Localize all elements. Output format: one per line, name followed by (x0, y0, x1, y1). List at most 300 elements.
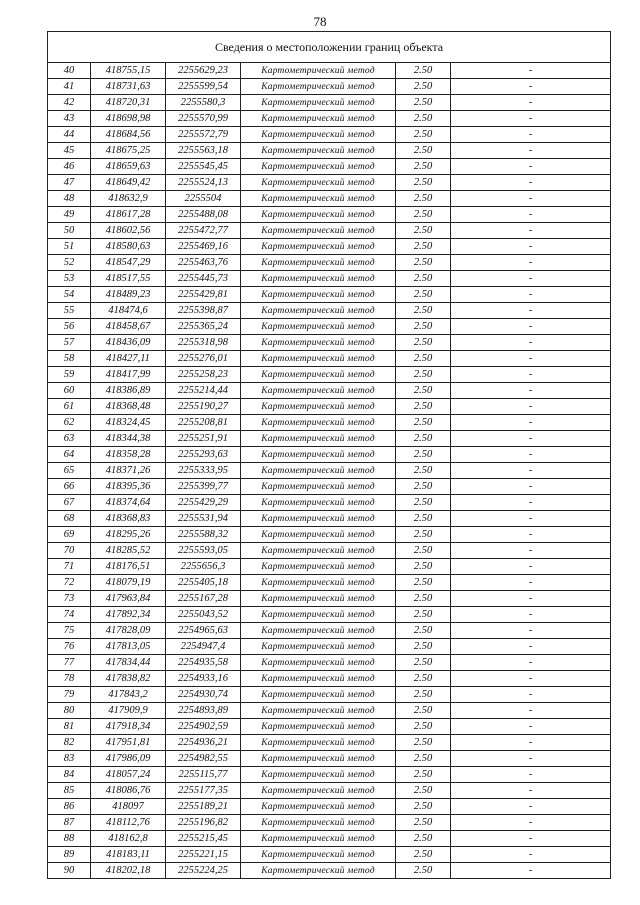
cell-coord-y: 2254935,58 (166, 655, 241, 671)
cell-coord-y: 2254902,59 (166, 719, 241, 735)
cell-coord-x: 418720,31 (91, 95, 166, 111)
cell-accuracy: 2.50 (396, 463, 451, 479)
cell-method: Картометрический метод (241, 175, 396, 191)
cell-coord-x: 418698,98 (91, 111, 166, 127)
table-row (48, 335, 611, 351)
cell-coord-y: 2255580,3 (166, 95, 241, 111)
cell-point-number: 84 (48, 767, 91, 783)
cell-coord-x: 418112,76 (91, 815, 166, 831)
cell-method: Картометрический метод (241, 831, 396, 847)
cell-description: - (451, 255, 611, 271)
cell-point-number: 47 (48, 175, 91, 191)
cell-coord-x: 418395,36 (91, 479, 166, 495)
cell-coord-x: 418386,89 (91, 383, 166, 399)
cell-method: Картометрический метод (241, 719, 396, 735)
cell-method: Картометрический метод (241, 671, 396, 687)
table-row (48, 559, 611, 575)
cell-point-number: 72 (48, 575, 91, 591)
cell-coord-x: 418368,48 (91, 399, 166, 415)
cell-method: Картометрический метод (241, 431, 396, 447)
cell-coord-y: 2255365,24 (166, 319, 241, 335)
cell-accuracy: 2.50 (396, 591, 451, 607)
cell-coord-y: 2255524,13 (166, 175, 241, 191)
table-row (48, 175, 611, 191)
table-row (48, 479, 611, 495)
cell-method: Картометрический метод (241, 463, 396, 479)
table-row (48, 687, 611, 703)
table-row (48, 127, 611, 143)
cell-accuracy: 2.50 (396, 671, 451, 687)
cell-coord-x: 417909,9 (91, 703, 166, 719)
cell-method: Картометрический метод (241, 367, 396, 383)
cell-description: - (451, 335, 611, 351)
cell-accuracy: 2.50 (396, 703, 451, 719)
cell-method: Картометрический метод (241, 847, 396, 863)
cell-coord-x: 417892,34 (91, 607, 166, 623)
cell-coord-y: 2255214,44 (166, 383, 241, 399)
cell-accuracy: 2.50 (396, 511, 451, 527)
cell-coord-y: 2255445,73 (166, 271, 241, 287)
cell-point-number: 75 (48, 623, 91, 639)
cell-point-number: 40 (48, 63, 91, 79)
table-row (48, 767, 611, 783)
cell-point-number: 48 (48, 191, 91, 207)
cell-description: - (451, 191, 611, 207)
cell-coord-y: 2254965,63 (166, 623, 241, 639)
cell-accuracy: 2.50 (396, 223, 451, 239)
cell-method: Картометрический метод (241, 159, 396, 175)
table-row (48, 623, 611, 639)
table-row (48, 495, 611, 511)
cell-accuracy: 2.50 (396, 735, 451, 751)
cell-coord-y: 2255599,54 (166, 79, 241, 95)
cell-accuracy: 2.50 (396, 351, 451, 367)
table-row (48, 351, 611, 367)
cell-point-number: 80 (48, 703, 91, 719)
cell-coord-x: 418649,42 (91, 175, 166, 191)
cell-method: Картометрический метод (241, 255, 396, 271)
cell-coord-y: 2255588,32 (166, 527, 241, 543)
cell-method: Картометрический метод (241, 655, 396, 671)
cell-coord-y: 2255167,28 (166, 591, 241, 607)
cell-description: - (451, 623, 611, 639)
cell-accuracy: 2.50 (396, 559, 451, 575)
cell-coord-y: 2255177,35 (166, 783, 241, 799)
cell-method: Картометрический метод (241, 511, 396, 527)
table-row (48, 415, 611, 431)
cell-coord-y: 2255463,76 (166, 255, 241, 271)
cell-point-number: 63 (48, 431, 91, 447)
cell-method: Картометрический метод (241, 111, 396, 127)
cell-point-number: 86 (48, 799, 91, 815)
cell-method: Картометрический метод (241, 223, 396, 239)
cell-accuracy: 2.50 (396, 639, 451, 655)
cell-coord-y: 2255629,23 (166, 63, 241, 79)
table-row (48, 639, 611, 655)
table-row (48, 191, 611, 207)
cell-coord-x: 418097 (91, 799, 166, 815)
cell-coord-y: 2255251,91 (166, 431, 241, 447)
cell-description: - (451, 607, 611, 623)
cell-description: - (451, 703, 611, 719)
cell-coord-y: 2255593,05 (166, 543, 241, 559)
cell-description: - (451, 287, 611, 303)
cell-accuracy: 2.50 (396, 95, 451, 111)
table-row (48, 591, 611, 607)
cell-coord-x: 418602,56 (91, 223, 166, 239)
cell-method: Картометрический метод (241, 303, 396, 319)
cell-coord-y: 2255215,45 (166, 831, 241, 847)
cell-coord-x: 418675,25 (91, 143, 166, 159)
cell-description: - (451, 767, 611, 783)
cell-accuracy: 2.50 (396, 191, 451, 207)
cell-method: Картометрический метод (241, 495, 396, 511)
cell-accuracy: 2.50 (396, 767, 451, 783)
table-row (48, 671, 611, 687)
cell-point-number: 67 (48, 495, 91, 511)
cell-point-number: 58 (48, 351, 91, 367)
cell-accuracy: 2.50 (396, 367, 451, 383)
cell-description: - (451, 831, 611, 847)
cell-accuracy: 2.50 (396, 575, 451, 591)
table-row (48, 511, 611, 527)
cell-coord-y: 2254982,55 (166, 751, 241, 767)
cell-coord-y: 2255570,99 (166, 111, 241, 127)
table-row (48, 319, 611, 335)
cell-point-number: 65 (48, 463, 91, 479)
cell-method: Картометрический метод (241, 543, 396, 559)
table-row (48, 463, 611, 479)
cell-coord-y: 2255531,94 (166, 511, 241, 527)
cell-point-number: 60 (48, 383, 91, 399)
cell-point-number: 71 (48, 559, 91, 575)
cell-description: - (451, 815, 611, 831)
cell-coord-x: 418344,38 (91, 431, 166, 447)
table-row (48, 447, 611, 463)
table-row (48, 735, 611, 751)
cell-coord-y: 2255398,87 (166, 303, 241, 319)
cell-description: - (451, 735, 611, 751)
cell-method: Картометрический метод (241, 143, 396, 159)
cell-description: - (451, 463, 611, 479)
cell-method: Картометрический метод (241, 527, 396, 543)
cell-coord-y: 2254933,16 (166, 671, 241, 687)
cell-method: Картометрический метод (241, 447, 396, 463)
cell-description: - (451, 351, 611, 367)
cell-description: - (451, 175, 611, 191)
cell-point-number: 78 (48, 671, 91, 687)
cell-description: - (451, 319, 611, 335)
cell-coord-y: 2255429,29 (166, 495, 241, 511)
cell-accuracy: 2.50 (396, 543, 451, 559)
cell-method: Картометрический метод (241, 399, 396, 415)
cell-accuracy: 2.50 (396, 687, 451, 703)
cell-description: - (451, 63, 611, 79)
cell-coord-x: 418427,11 (91, 351, 166, 367)
cell-method: Картометрический метод (241, 703, 396, 719)
cell-accuracy: 2.50 (396, 63, 451, 79)
cell-coord-y: 2255196,82 (166, 815, 241, 831)
cell-accuracy: 2.50 (396, 399, 451, 415)
table-row (48, 223, 611, 239)
cell-coord-y: 2255399,77 (166, 479, 241, 495)
table-row (48, 703, 611, 719)
cell-point-number: 49 (48, 207, 91, 223)
cell-method: Картометрический метод (241, 575, 396, 591)
table-title: Сведения о местоположении границ объекта (48, 32, 611, 63)
cell-method: Картометрический метод (241, 607, 396, 623)
cell-coord-x: 418547,29 (91, 255, 166, 271)
cell-coord-y: 2255405,18 (166, 575, 241, 591)
cell-accuracy: 2.50 (396, 159, 451, 175)
cell-point-number: 46 (48, 159, 91, 175)
table-row (48, 863, 611, 879)
cell-coord-x: 418371,26 (91, 463, 166, 479)
cell-point-number: 79 (48, 687, 91, 703)
cell-description: - (451, 431, 611, 447)
cell-coord-y: 2255293,63 (166, 447, 241, 463)
cell-description: - (451, 479, 611, 495)
cell-point-number: 53 (48, 271, 91, 287)
cell-description: - (451, 799, 611, 815)
boundary-coordinates-table (47, 31, 611, 879)
cell-method: Картометрический метод (241, 639, 396, 655)
cell-coord-x: 418079,19 (91, 575, 166, 591)
cell-accuracy: 2.50 (396, 303, 451, 319)
cell-point-number: 56 (48, 319, 91, 335)
cell-description: - (451, 511, 611, 527)
cell-method: Картометрический метод (241, 559, 396, 575)
cell-method: Картометрический метод (241, 351, 396, 367)
cell-accuracy: 2.50 (396, 335, 451, 351)
cell-accuracy: 2.50 (396, 719, 451, 735)
cell-accuracy: 2.50 (396, 495, 451, 511)
cell-coord-y: 2255115,77 (166, 767, 241, 783)
table-row (48, 527, 611, 543)
cell-coord-x: 417918,34 (91, 719, 166, 735)
cell-accuracy: 2.50 (396, 255, 451, 271)
cell-point-number: 50 (48, 223, 91, 239)
cell-point-number: 87 (48, 815, 91, 831)
cell-method: Картометрический метод (241, 815, 396, 831)
cell-point-number: 68 (48, 511, 91, 527)
cell-accuracy: 2.50 (396, 799, 451, 815)
cell-point-number: 41 (48, 79, 91, 95)
cell-point-number: 44 (48, 127, 91, 143)
cell-accuracy: 2.50 (396, 175, 451, 191)
cell-coord-x: 417838,82 (91, 671, 166, 687)
cell-point-number: 70 (48, 543, 91, 559)
cell-accuracy: 2.50 (396, 623, 451, 639)
cell-point-number: 88 (48, 831, 91, 847)
table-row (48, 271, 611, 287)
cell-description: - (451, 79, 611, 95)
cell-coord-x: 418659,63 (91, 159, 166, 175)
cell-point-number: 83 (48, 751, 91, 767)
cell-accuracy: 2.50 (396, 415, 451, 431)
cell-description: - (451, 527, 611, 543)
cell-coord-x: 417828,09 (91, 623, 166, 639)
cell-point-number: 42 (48, 95, 91, 111)
cell-description: - (451, 367, 611, 383)
cell-method: Картометрический метод (241, 79, 396, 95)
cell-coord-x: 417963,84 (91, 591, 166, 607)
cell-point-number: 73 (48, 591, 91, 607)
cell-method: Картометрический метод (241, 623, 396, 639)
cell-description: - (451, 847, 611, 863)
cell-description: - (451, 271, 611, 287)
cell-accuracy: 2.50 (396, 239, 451, 255)
cell-coord-x: 418436,09 (91, 335, 166, 351)
table-row (48, 815, 611, 831)
cell-coord-y: 2255563,18 (166, 143, 241, 159)
cell-coord-x: 418202,18 (91, 863, 166, 879)
cell-point-number: 90 (48, 863, 91, 879)
cell-accuracy: 2.50 (396, 751, 451, 767)
cell-coord-x: 418458,67 (91, 319, 166, 335)
cell-coord-x: 418183,11 (91, 847, 166, 863)
cell-method: Картометрический метод (241, 63, 396, 79)
cell-coord-y: 2255469,16 (166, 239, 241, 255)
cell-description: - (451, 159, 611, 175)
cell-accuracy: 2.50 (396, 831, 451, 847)
cell-coord-x: 417986,09 (91, 751, 166, 767)
cell-description: - (451, 495, 611, 511)
page-number: 78 (313, 14, 327, 29)
cell-method: Картометрический метод (241, 383, 396, 399)
cell-point-number: 62 (48, 415, 91, 431)
cell-accuracy: 2.50 (396, 431, 451, 447)
cell-method: Картометрический метод (241, 767, 396, 783)
cell-description: - (451, 415, 611, 431)
table-row (48, 79, 611, 95)
cell-coord-x: 418489,23 (91, 287, 166, 303)
cell-method: Картометрический метод (241, 799, 396, 815)
table-row (48, 143, 611, 159)
cell-description: - (451, 207, 611, 223)
cell-coord-x: 418162,8 (91, 831, 166, 847)
cell-point-number: 45 (48, 143, 91, 159)
cell-method: Картометрический метод (241, 271, 396, 287)
cell-coord-y: 2254947,4 (166, 639, 241, 655)
table-row (48, 159, 611, 175)
cell-description: - (451, 575, 611, 591)
cell-accuracy: 2.50 (396, 783, 451, 799)
cell-coord-y: 2254936,21 (166, 735, 241, 751)
table-row (48, 383, 611, 399)
cell-point-number: 66 (48, 479, 91, 495)
cell-point-number: 57 (48, 335, 91, 351)
cell-coord-y: 2255545,45 (166, 159, 241, 175)
table-row (48, 367, 611, 383)
cell-description: - (451, 783, 611, 799)
cell-method: Картометрический метод (241, 479, 396, 495)
cell-coord-x: 418417,99 (91, 367, 166, 383)
cell-method: Картометрический метод (241, 95, 396, 111)
cell-method: Картометрический метод (241, 735, 396, 751)
cell-coord-x: 418517,55 (91, 271, 166, 287)
cell-coord-y: 2255504 (166, 191, 241, 207)
cell-accuracy: 2.50 (396, 143, 451, 159)
cell-coord-y: 2254930,74 (166, 687, 241, 703)
cell-accuracy: 2.50 (396, 479, 451, 495)
cell-accuracy: 2.50 (396, 815, 451, 831)
cell-coord-y: 2255043,52 (166, 607, 241, 623)
cell-description: - (451, 591, 611, 607)
cell-coord-y: 2255258,23 (166, 367, 241, 383)
cell-description: - (451, 399, 611, 415)
cell-accuracy: 2.50 (396, 127, 451, 143)
cell-point-number: 76 (48, 639, 91, 655)
cell-coord-x: 418617,28 (91, 207, 166, 223)
cell-accuracy: 2.50 (396, 863, 451, 879)
cell-method: Картометрический метод (241, 191, 396, 207)
cell-method: Картометрический метод (241, 591, 396, 607)
cell-description: - (451, 95, 611, 111)
cell-method: Картометрический метод (241, 287, 396, 303)
table-row (48, 63, 611, 79)
cell-description: - (451, 239, 611, 255)
table-row (48, 655, 611, 671)
cell-accuracy: 2.50 (396, 383, 451, 399)
table-row (48, 831, 611, 847)
cell-coord-y: 2255488,08 (166, 207, 241, 223)
cell-coord-y: 2255333,95 (166, 463, 241, 479)
cell-point-number: 69 (48, 527, 91, 543)
cell-description: - (451, 863, 611, 879)
cell-method: Картометрический метод (241, 127, 396, 143)
cell-point-number: 89 (48, 847, 91, 863)
table-row (48, 239, 611, 255)
cell-coord-x: 417843,2 (91, 687, 166, 703)
cell-description: - (451, 111, 611, 127)
cell-point-number: 74 (48, 607, 91, 623)
cell-accuracy: 2.50 (396, 271, 451, 287)
cell-accuracy: 2.50 (396, 111, 451, 127)
cell-coord-x: 418374,64 (91, 495, 166, 511)
cell-accuracy: 2.50 (396, 287, 451, 303)
cell-point-number: 85 (48, 783, 91, 799)
cell-method: Картометрический метод (241, 783, 396, 799)
table-row (48, 751, 611, 767)
cell-coord-y: 2255224,25 (166, 863, 241, 879)
table-row (48, 575, 611, 591)
cell-point-number: 54 (48, 287, 91, 303)
cell-coord-y: 2255572,79 (166, 127, 241, 143)
table-row (48, 207, 611, 223)
cell-accuracy: 2.50 (396, 447, 451, 463)
table-row (48, 799, 611, 815)
cell-point-number: 61 (48, 399, 91, 415)
table-row (48, 719, 611, 735)
cell-coord-y: 2255276,01 (166, 351, 241, 367)
cell-coord-x: 418176,51 (91, 559, 166, 575)
table-row (48, 303, 611, 319)
table-row (48, 607, 611, 623)
cell-point-number: 52 (48, 255, 91, 271)
cell-coord-x: 418285,52 (91, 543, 166, 559)
cell-coord-x: 418632,9 (91, 191, 166, 207)
cell-point-number: 59 (48, 367, 91, 383)
cell-accuracy: 2.50 (396, 847, 451, 863)
cell-coord-y: 2255656,3 (166, 559, 241, 575)
cell-point-number: 51 (48, 239, 91, 255)
cell-coord-y: 2255189,21 (166, 799, 241, 815)
cell-point-number: 77 (48, 655, 91, 671)
cell-method: Картометрический метод (241, 207, 396, 223)
cell-description: - (451, 655, 611, 671)
cell-accuracy: 2.50 (396, 79, 451, 95)
